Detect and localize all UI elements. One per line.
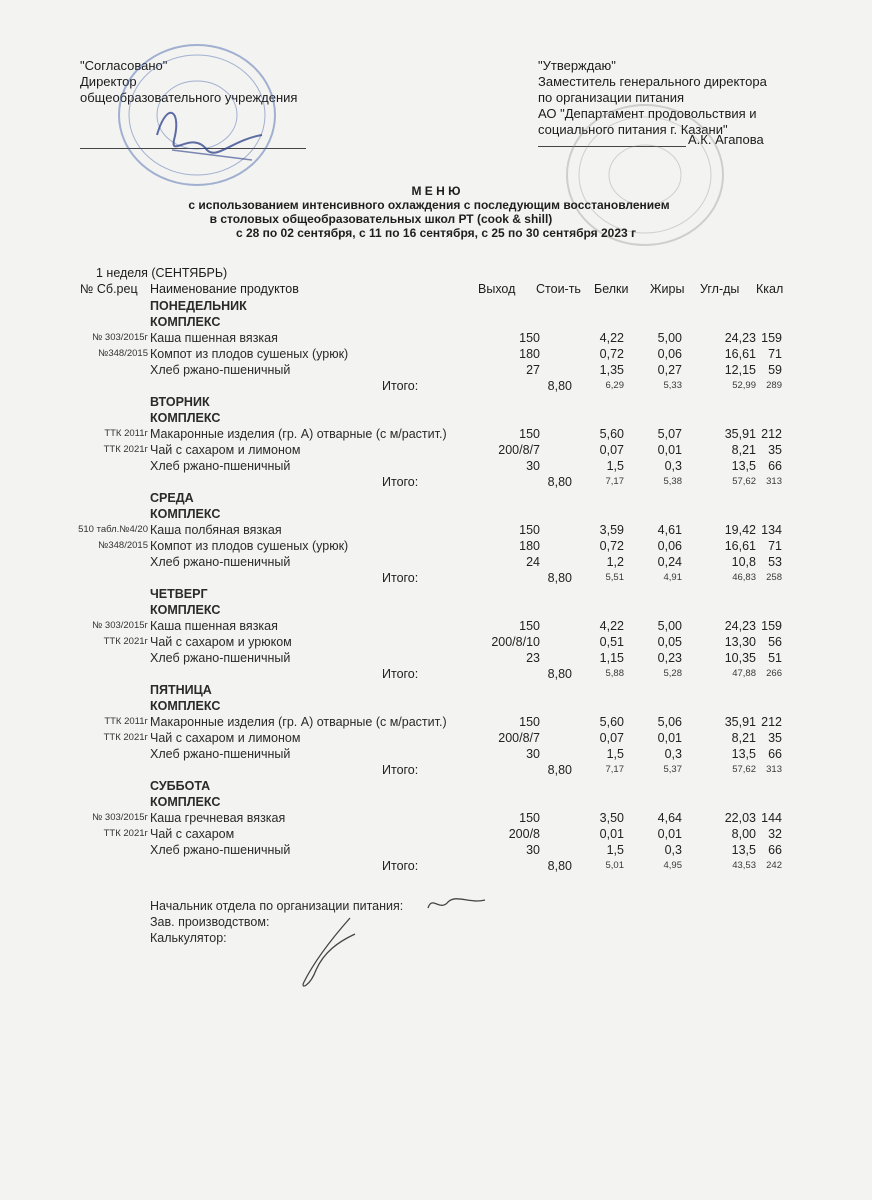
dish-carbs: 10,8 [731, 555, 756, 569]
dish-kcal: 159 [761, 331, 782, 345]
dish-kcal: 134 [761, 523, 782, 537]
footer-calc: Калькулятор: [150, 931, 227, 945]
dish-kcal: 212 [761, 427, 782, 441]
approver-line2: по организации питания [538, 90, 685, 105]
approve-label: "Утверждаю" [538, 58, 616, 73]
org-label: общеобразовательного учреждения [80, 90, 298, 105]
dish-name: Хлеб ржано-пшеничный [150, 843, 291, 857]
menu-title-main: М Е Н Ю [411, 184, 461, 198]
total-fat: 4,95 [663, 860, 682, 871]
recipe-number: ТТК 2011г [104, 716, 148, 727]
dish-kcal: 56 [768, 635, 782, 649]
dish-output: 200/8/10 [491, 635, 540, 649]
total-label: Итого: [382, 859, 419, 873]
day-name: ПОНЕДЕЛЬНИК [150, 299, 247, 313]
day-row [0, 778, 872, 794]
total-kcal: 313 [766, 764, 782, 775]
dish-fat: 0,01 [657, 827, 682, 841]
complex-label: КОМПЛЕКС [150, 315, 221, 329]
table-row [0, 362, 872, 378]
total-row [0, 762, 872, 778]
dish-kcal: 66 [768, 843, 782, 857]
dish-carbs: 8,21 [731, 731, 756, 745]
dish-fat: 0,01 [657, 443, 682, 457]
dish-kcal: 51 [768, 651, 782, 665]
col-rec: № Сб.рец [80, 282, 138, 296]
dish-fat: 0,3 [664, 747, 682, 761]
dish-fat: 5,07 [657, 427, 682, 441]
table-row [0, 522, 872, 538]
dish-name: Чай с сахаром [150, 827, 235, 841]
total-carbs: 52,99 [732, 380, 756, 391]
menu-title-line2: в столовых общеобразовательных школ РТ (cook & shill) [209, 212, 553, 226]
total-row [0, 666, 872, 682]
recipe-number: ТТК 2011г [104, 428, 148, 439]
total-kcal: 289 [766, 380, 782, 391]
column-headers [0, 281, 872, 297]
dish-kcal: 59 [768, 363, 782, 377]
table-row [0, 730, 872, 746]
dish-carbs: 8,21 [731, 443, 756, 457]
day-name: СУББОТА [150, 779, 211, 793]
menu-title-line3: с 28 по 02 сентября, с 11 по 16 сентября, с 25 по 30 сентября 2023 г [235, 226, 637, 240]
dish-name: Чай с сахаром и лимоном [150, 731, 301, 745]
recipe-number: 510 табл.№4/20 [78, 524, 148, 535]
dish-carbs: 13,5 [731, 843, 756, 857]
dish-fat: 0,3 [664, 843, 682, 857]
dish-output: 150 [519, 619, 540, 633]
complex-label: КОМПЛЕКС [150, 699, 221, 713]
table-row [0, 426, 872, 442]
total-label: Итого: [382, 379, 419, 393]
dish-carbs: 24,23 [724, 619, 756, 633]
dish-output: 200/8 [508, 827, 540, 841]
total-carbs: 43,53 [732, 860, 756, 871]
dish-protein: 5,60 [599, 715, 624, 729]
complex-label: КОМПЛЕКС [150, 507, 221, 521]
dish-carbs: 8,00 [731, 827, 756, 841]
dish-protein: 4,22 [599, 331, 624, 345]
total-row [0, 474, 872, 490]
total-carbs: 47,88 [732, 668, 756, 679]
recipe-number: № 303/2015г [92, 332, 148, 343]
dish-kcal: 32 [768, 827, 782, 841]
table-row [0, 554, 872, 570]
dish-output: 150 [519, 523, 540, 537]
dish-output: 150 [519, 427, 540, 441]
dish-protein: 0,07 [599, 731, 624, 745]
dish-protein: 0,01 [599, 827, 624, 841]
dish-carbs: 16,61 [724, 539, 756, 553]
approver-line3: АО "Департамент продовольствия и [538, 106, 757, 121]
table-row [0, 714, 872, 730]
dish-carbs: 16,61 [724, 347, 756, 361]
total-fat: 5,38 [663, 476, 682, 487]
day-row [0, 490, 872, 506]
dish-output: 150 [519, 331, 540, 345]
total-label: Итого: [382, 763, 419, 777]
recipe-number: №348/2015 [98, 540, 148, 551]
dish-name: Хлеб ржано-пшеничный [150, 747, 291, 761]
dish-carbs: 12,15 [724, 363, 756, 377]
dish-name: Макаронные изделия (гр. А) отварные (с м/растит.) [150, 715, 447, 729]
col-kcal: Ккал [756, 282, 784, 296]
total-carbs: 57,62 [732, 476, 756, 487]
round-seal-left [112, 40, 282, 190]
total-cost: 8,80 [547, 379, 572, 393]
dish-output: 150 [519, 715, 540, 729]
dish-fat: 0,23 [657, 651, 682, 665]
menu-title [0, 184, 872, 240]
week-label: 1 неделя (СЕНТЯБРЬ) [96, 266, 228, 280]
dish-protein: 5,60 [599, 427, 624, 441]
dish-output: 23 [526, 651, 540, 665]
dish-protein: 3,50 [599, 811, 624, 825]
recipe-number: №348/2015 [98, 348, 148, 359]
day-name: ЧЕТВЕРГ [150, 587, 208, 601]
total-label: Итого: [382, 667, 419, 681]
dish-name: Компот из плодов сушеных (урюк) [150, 539, 349, 553]
day-name: ВТОРНИК [150, 395, 210, 409]
dish-carbs: 24,23 [724, 331, 756, 345]
total-protein: 5,51 [605, 572, 624, 583]
col-name: Наименование продуктов [150, 282, 299, 296]
total-cost: 8,80 [547, 859, 572, 873]
complex-label: КОМПЛЕКС [150, 603, 221, 617]
dish-name: Каша пшенная вязкая [150, 331, 278, 345]
col-cost: Стои-ть [536, 282, 581, 296]
dish-carbs: 22,03 [724, 811, 756, 825]
dish-protein: 1,2 [606, 555, 624, 569]
day-row [0, 682, 872, 698]
dish-name: Каша пшенная вязкая [150, 619, 278, 633]
recipe-number: ТТК 2021г [103, 828, 148, 839]
dish-fat: 4,64 [657, 811, 682, 825]
total-protein: 6,29 [605, 380, 624, 391]
col-out: Выход [478, 282, 516, 296]
recipe-number: ТТК 2021г [103, 444, 148, 455]
dish-output: 30 [526, 843, 540, 857]
total-protein: 5,01 [605, 860, 624, 871]
table-row [0, 634, 872, 650]
footer-head: Начальник отдела по организации питания: [150, 899, 404, 913]
dish-fat: 0,06 [657, 347, 682, 361]
approver-line1: Заместитель генерального директора [538, 74, 767, 89]
total-row [0, 378, 872, 394]
table-row [0, 618, 872, 634]
recipe-number: № 303/2015г [92, 812, 148, 823]
dish-protein: 1,5 [606, 843, 624, 857]
col-carbs: Угл-ды [700, 282, 740, 296]
total-fat: 5,37 [663, 764, 682, 775]
total-fat: 5,33 [663, 380, 682, 391]
dish-protein: 3,59 [599, 523, 624, 537]
dish-kcal: 71 [768, 539, 782, 553]
dish-name: Хлеб ржано-пшеничный [150, 459, 291, 473]
dish-name: Хлеб ржано-пшеничный [150, 555, 291, 569]
total-row [0, 570, 872, 586]
total-cost: 8,80 [547, 763, 572, 777]
col-fat: Жиры [650, 282, 685, 296]
total-protein: 5,88 [605, 668, 624, 679]
dish-output: 27 [526, 363, 540, 377]
dish-name: Макаронные изделия (гр. А) отварные (с м/растит.) [150, 427, 447, 441]
dish-name: Компот из плодов сушеных (урюк) [150, 347, 349, 361]
dish-kcal: 35 [768, 731, 782, 745]
dish-fat: 4,61 [657, 523, 682, 537]
dish-protein: 1,5 [606, 747, 624, 761]
dish-kcal: 35 [768, 443, 782, 457]
total-row [0, 858, 872, 874]
table-row [0, 842, 872, 858]
dish-protein: 4,22 [599, 619, 624, 633]
dish-name: Хлеб ржано-пшеничный [150, 363, 291, 377]
recipe-number: № 303/2015г [92, 620, 148, 631]
total-fat: 5,28 [663, 668, 682, 679]
total-fat: 4,91 [663, 572, 682, 583]
dish-carbs: 13,5 [731, 459, 756, 473]
director-signature [157, 113, 262, 153]
dish-carbs: 13,30 [724, 635, 756, 649]
complex-label: КОМПЛЕКС [150, 411, 221, 425]
table-row [0, 442, 872, 458]
dish-kcal: 66 [768, 747, 782, 761]
table-row [0, 458, 872, 474]
dish-carbs: 19,42 [724, 523, 756, 537]
footer-prod: Зав. производством: [150, 915, 270, 929]
complex-label: КОМПЛЕКС [150, 795, 221, 809]
complex-row [0, 794, 872, 810]
dish-protein: 0,51 [599, 635, 624, 649]
total-cost: 8,80 [547, 571, 572, 585]
dish-kcal: 159 [761, 619, 782, 633]
dish-output: 30 [526, 459, 540, 473]
dish-fat: 0,05 [657, 635, 682, 649]
table-row [0, 538, 872, 554]
total-kcal: 266 [766, 668, 782, 679]
table-row [0, 330, 872, 346]
day-row [0, 394, 872, 410]
complex-row [0, 506, 872, 522]
dish-protein: 0,72 [599, 539, 624, 553]
dish-fat: 5,00 [657, 331, 682, 345]
dish-name: Хлеб ржано-пшеничный [150, 651, 291, 665]
dish-carbs: 35,91 [724, 427, 756, 441]
col-protein: Белки [594, 282, 629, 296]
dish-kcal: 212 [761, 715, 782, 729]
table-row [0, 346, 872, 362]
dish-protein: 0,72 [599, 347, 624, 361]
table-row [0, 810, 872, 826]
dish-fat: 5,00 [657, 619, 682, 633]
dish-protein: 1,35 [599, 363, 624, 377]
agreed-label: "Согласовано" [80, 58, 168, 73]
dish-name: Чай с сахаром и урюком [150, 635, 292, 649]
footer-signatures [280, 890, 500, 1000]
dish-output: 200/8/7 [498, 731, 540, 745]
recipe-number: ТТК 2021г [103, 732, 148, 743]
dish-kcal: 66 [768, 459, 782, 473]
dish-fat: 0,27 [657, 363, 682, 377]
director-label: Директор [80, 74, 137, 89]
table-row [0, 826, 872, 842]
day-name: СРЕДА [150, 491, 194, 505]
total-kcal: 313 [766, 476, 782, 487]
dish-carbs: 10,35 [724, 651, 756, 665]
dish-name: Каша полбяная вязкая [150, 523, 282, 537]
dish-carbs: 35,91 [724, 715, 756, 729]
dish-protein: 0,07 [599, 443, 624, 457]
complex-row [0, 410, 872, 426]
day-row [0, 298, 872, 314]
dish-fat: 0,06 [657, 539, 682, 553]
total-label: Итого: [382, 571, 419, 585]
dish-output: 180 [519, 539, 540, 553]
complex-row [0, 314, 872, 330]
total-carbs: 46,83 [732, 572, 756, 583]
menu-title-line1: с использованием интенсивного охлаждения с последующим восстановлением [188, 198, 670, 212]
dish-protein: 1,15 [599, 651, 624, 665]
total-protein: 7,17 [605, 764, 624, 775]
dish-fat: 0,3 [664, 459, 682, 473]
dish-name: Чай с сахаром и лимоном [150, 443, 301, 457]
total-carbs: 57,62 [732, 764, 756, 775]
dish-output: 30 [526, 747, 540, 761]
approver-name: А.К. Агапова [688, 132, 764, 147]
recipe-number: ТТК 2021г [103, 636, 148, 647]
day-row [0, 586, 872, 602]
total-kcal: 258 [766, 572, 782, 583]
total-kcal: 242 [766, 860, 782, 871]
approver-line4: социального питания г. Казани" [538, 122, 728, 137]
dish-kcal: 53 [768, 555, 782, 569]
dish-kcal: 144 [761, 811, 782, 825]
complex-row [0, 602, 872, 618]
total-cost: 8,80 [547, 475, 572, 489]
day-name: ПЯТНИЦА [150, 683, 212, 697]
total-protein: 7,17 [605, 476, 624, 487]
dish-output: 180 [519, 347, 540, 361]
complex-row [0, 698, 872, 714]
dish-name: Каша гречневая вязкая [150, 811, 286, 825]
table-row [0, 650, 872, 666]
dish-carbs: 13,5 [731, 747, 756, 761]
dish-fat: 0,01 [657, 731, 682, 745]
dish-output: 200/8/7 [498, 443, 540, 457]
dish-fat: 5,06 [657, 715, 682, 729]
dish-protein: 1,5 [606, 459, 624, 473]
dish-output: 24 [526, 555, 540, 569]
dish-output: 150 [519, 811, 540, 825]
dish-kcal: 71 [768, 347, 782, 361]
table-row [0, 746, 872, 762]
total-label: Итого: [382, 475, 419, 489]
dish-fat: 0,24 [657, 555, 682, 569]
total-cost: 8,80 [547, 667, 572, 681]
